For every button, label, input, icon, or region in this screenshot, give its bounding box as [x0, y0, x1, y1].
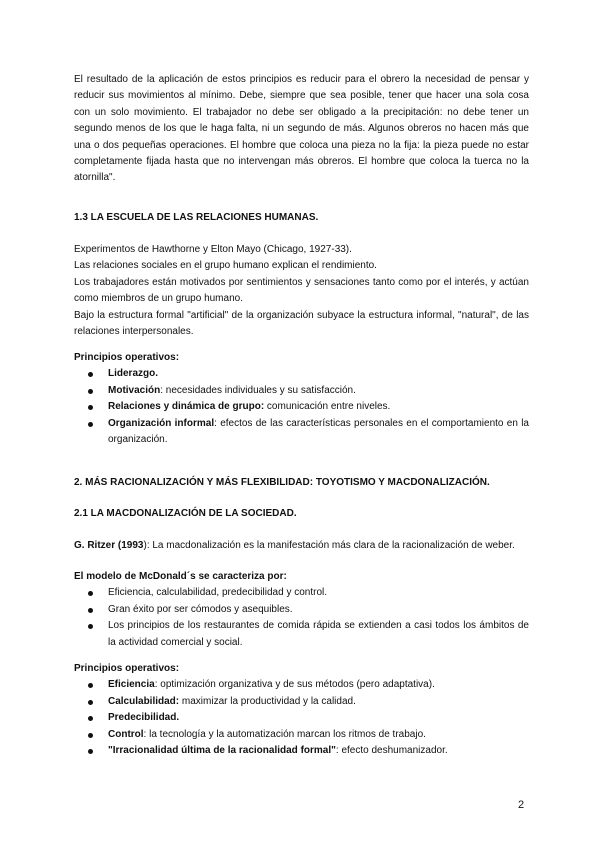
intro-section — [74, 72, 529, 187]
section-1-3 — [74, 210, 529, 226]
bullet-icon — [88, 700, 93, 705]
principles-title: Principios operativos: — [74, 663, 180, 674]
list-item: Relaciones y dinámica de grupo: comunicación entre niveles. — [74, 399, 529, 415]
principles-list — [74, 677, 529, 759]
section-heading: 1.3 LA ESCUELA DE LAS RELACIONES HUMANAS. — [74, 212, 319, 223]
bullet-icon — [88, 683, 93, 688]
bullet-icon — [88, 591, 93, 596]
bullet-icon — [88, 372, 93, 377]
ritzer-paragraph — [74, 538, 529, 554]
list-item: Organización informal: efectos de las características personales en el comportamiento en la organización. — [74, 416, 529, 449]
body-line: Las relaciones sociales en el grupo humano explican el rendimiento. — [74, 260, 377, 272]
principles-title: Principios operativos: — [74, 352, 180, 363]
list-item: Los principios de los restaurantes de comida rápida se extienden a casi todos los ámbitos de la actividad comercial y social. — [74, 618, 529, 651]
bullet-icon — [88, 608, 93, 613]
mcdonalds-model — [74, 569, 529, 651]
body-line: Experimentos de Hawthorne y Elton Mayo (Chicago, 1927-33). — [74, 244, 352, 255]
section-1-3-principles — [74, 350, 529, 448]
intro-paragraph: El resultado de la aplicación de estos principios es reducir para el obrero la necesidad de pensar y reducir sus movimientos al mínimo. Debe, siempre que sea posible, tener que hacer una sola cosa con un solo movimiento. El trabajador no debe ser obligado a la precipitación: no debe tener un segundo menos de los que le haga falta, ni un segundo de más. Algunos obreros no hacen más que una o dos pequeñas operaciones. El hombre que coloca una pieza no la fija: la pieza puede no estar completamente fijada hasta que no intervengan más obreros. El hombre que coloca la tuerca no la atornilla". — [74, 74, 529, 184]
bullet-icon — [88, 749, 93, 754]
list-item: Liderazgo. — [74, 366, 529, 382]
bullet-icon — [88, 389, 93, 394]
list-item: "Irracionalidad última de la racionalidad formal": efecto deshumanizador. — [74, 743, 529, 759]
ritzer-text: G. Ritzer (1993): La macdonalización es la manifestación más clara de la racionalización de weber. — [74, 540, 515, 551]
list-item: Control: la tecnología y la automatización marcan los ritmos de trabajo. — [74, 727, 529, 743]
body-line: Bajo la estructura formal "artificial" de la organización subyace la estructura informal, "natural", de las relaciones interpersonales. — [74, 309, 529, 338]
section-heading: 2.1 LA MACDONALIZACIÓN DE LA SOCIEDAD. — [74, 508, 297, 519]
bullet-icon — [88, 733, 93, 738]
principles-list — [74, 366, 529, 448]
page-number: 2 — [518, 799, 525, 811]
list-item: Eficiencia, calculabilidad, predecibilidad y control. — [74, 585, 529, 601]
bullet-icon — [88, 422, 93, 427]
list-item: Predecibilidad. — [74, 710, 529, 726]
list-item: Eficiencia: optimización organizativa y de sus métodos (pero adaptativa). — [74, 677, 529, 693]
section-heading: 2. MÁS RACIONALIZACIÓN Y MÁS FLEXIBILIDAD: TOYOTISMO Y MACDONALIZACIÓN. — [74, 477, 490, 488]
section-2-1 — [74, 506, 529, 522]
section-1-3-body — [74, 242, 529, 340]
model-list — [74, 585, 529, 651]
section-2 — [74, 475, 529, 491]
model-title: El modelo de McDonald´s se caracteriza por: — [74, 571, 287, 582]
bullet-icon — [88, 624, 93, 629]
bullet-icon — [88, 716, 93, 721]
body-line: Los trabajadores están motivados por sentimientos y sensaciones tanto como por el interés, y actúan como miembros de un grupo humano. — [74, 276, 529, 305]
section-2-1-principles — [74, 661, 529, 759]
list-item: Gran éxito por ser cómodos y asequibles. — [74, 602, 529, 618]
list-item: Motivación: necesidades individuales y su satisfacción. — [74, 383, 529, 399]
list-item: Calculabilidad: maximizar la productividad y la calidad. — [74, 694, 529, 710]
bullet-icon — [88, 405, 93, 410]
